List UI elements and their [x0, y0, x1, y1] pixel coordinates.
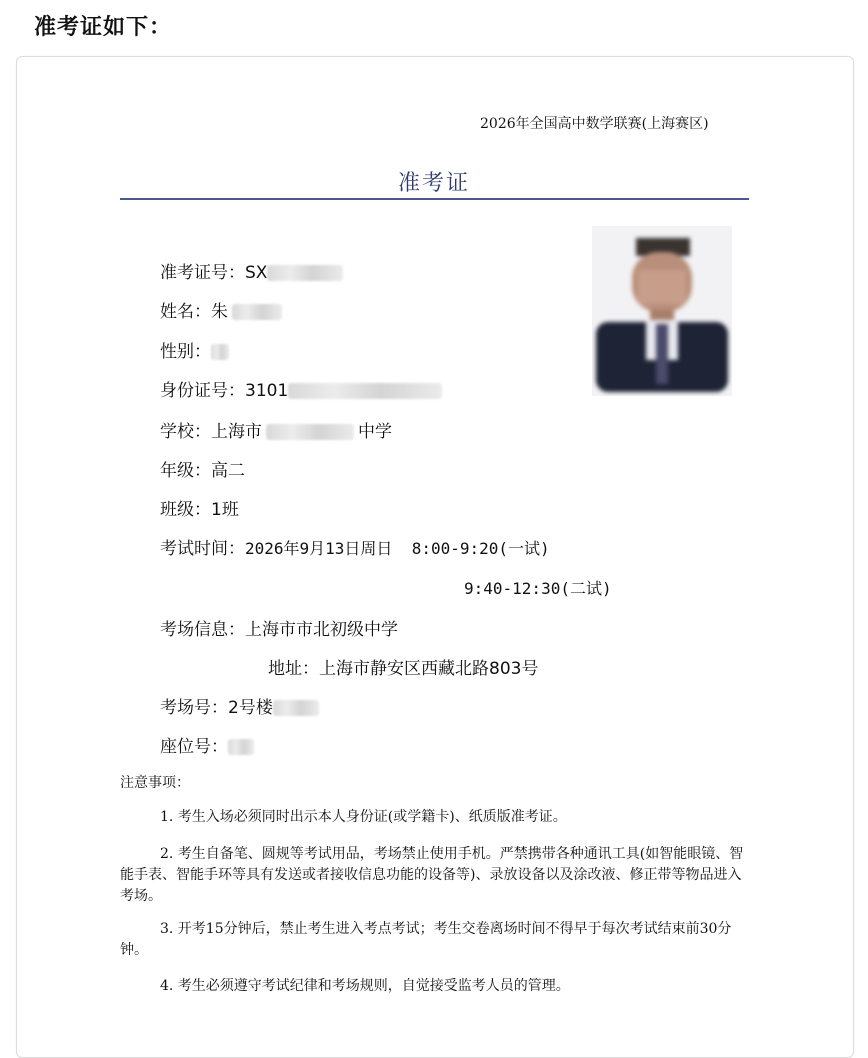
- redacted-seat: [228, 739, 254, 755]
- ticket-number-value: SX: [245, 263, 268, 283]
- seat-field: [160, 735, 254, 759]
- gender-label: 性别：: [160, 342, 211, 362]
- ticket-number-label: 准考证号：: [160, 263, 245, 283]
- ticket-number-field: [160, 261, 343, 285]
- exam-time-label: 考试时间：: [160, 539, 245, 559]
- redacted-room: [273, 700, 319, 716]
- grade-value: 高二: [211, 461, 245, 481]
- id-number-value: 3101: [245, 381, 289, 401]
- room-value: 2号楼: [228, 698, 273, 718]
- candidate-photo: [592, 226, 732, 396]
- seat-label: 座位号：: [160, 737, 228, 757]
- ticket-title: 准考证: [397, 171, 470, 196]
- note-item-2: 2. 考生自备笔、圆规等考试用品，考场禁止使用手机。严禁携带各种通讯工具(如智能眼镜、智能手表、智能手环等具有发送或者接收信息功能的设备等)、录放设备以及涂改液、修正带等物品进入考场。: [120, 846, 744, 904]
- venue-label: 考场信息：: [160, 620, 245, 640]
- note-item-4: 4. 考生必须遵守考试纪律和考场规则，自觉接受监考人员的管理。: [160, 978, 570, 994]
- redacted-name: [232, 304, 282, 320]
- room-label: 考场号：: [160, 698, 228, 718]
- note-item-1: 1. 考生入场必须同时出示本人身份证(或学籍卡)、纸质版准考证。: [160, 809, 567, 825]
- class-value: 1班: [211, 500, 239, 520]
- exam-time-second: 9:40-12:30(二试): [464, 579, 612, 598]
- address-field: [268, 657, 538, 681]
- name-field: [160, 300, 282, 324]
- class-label: 班级：: [160, 500, 211, 520]
- class-field: [160, 498, 239, 522]
- title-divider: [120, 198, 749, 200]
- redacted-id-number: [288, 383, 442, 399]
- school-label: 学校：: [160, 422, 211, 442]
- gender-field: [160, 340, 229, 364]
- name-value: 朱: [211, 302, 228, 322]
- note-item-3: 3. 开考15分钟后，禁止考生进入考点考试；考生交卷离场时间不得早于每次考试结束前30分钟。: [120, 921, 732, 958]
- grade-label: 年级：: [160, 461, 211, 481]
- contest-name: 2026年全国高中数学联赛(上海赛区): [480, 116, 709, 132]
- venue-value: 上海市市北初级中学: [245, 620, 398, 640]
- id-number-label: 身份证号：: [160, 381, 245, 401]
- redacted-ticket-number: [267, 265, 343, 281]
- notes-title: 注意事项：: [120, 775, 190, 791]
- address-label: 地址：: [268, 659, 319, 679]
- candidate-photo-image: [592, 226, 732, 396]
- school-suffix: 中学: [358, 422, 392, 442]
- venue-field: [160, 618, 398, 642]
- room-field: [160, 696, 319, 720]
- school-prefix: 上海市: [211, 422, 262, 442]
- school-field: [160, 420, 392, 444]
- exam-time-first: 2026年9月13日周日 8:00-9:20(一试): [245, 539, 550, 558]
- grade-field: [160, 459, 245, 483]
- exam-time-field: [160, 537, 550, 561]
- redacted-gender: [211, 344, 229, 360]
- address-value: 上海市静安区西藏北路803号: [319, 659, 539, 679]
- id-number-field: [160, 379, 442, 403]
- name-label: 姓名：: [160, 302, 211, 322]
- page-heading: 准考证如下：: [34, 15, 173, 40]
- redacted-school: [266, 424, 354, 440]
